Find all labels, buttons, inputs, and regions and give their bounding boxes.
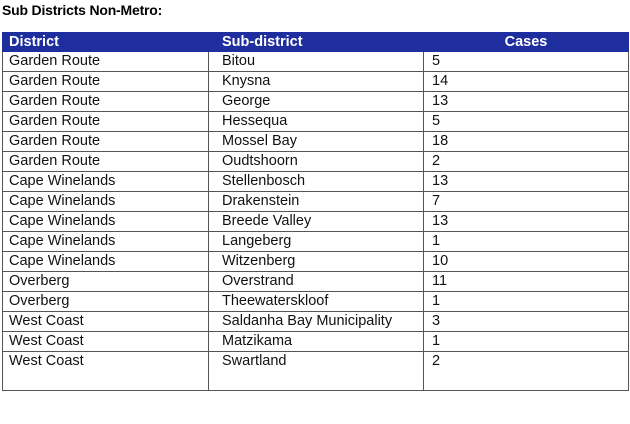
sub-district-cell: Oudtshoorn	[209, 152, 424, 172]
cases-cell: 11	[424, 272, 629, 292]
column-header-sub-district: Sub-district	[209, 33, 424, 52]
sub-district-cell: Matzikama	[209, 332, 424, 352]
table-row	[3, 332, 629, 352]
district-cell: Cape Winelands	[3, 252, 209, 272]
cases-cell: 13	[424, 92, 629, 112]
sub-district-cell: Hessequa	[209, 112, 424, 132]
table-row	[3, 52, 629, 72]
cases-cell: 13	[424, 212, 629, 232]
table-row	[3, 172, 629, 192]
page-title: Sub Districts Non-Metro:	[2, 2, 163, 18]
sub-district-cell: Witzenberg	[209, 252, 424, 272]
sub-district-cell: Knysna	[209, 72, 424, 92]
table-row	[3, 232, 629, 252]
district-cell: Garden Route	[3, 152, 209, 172]
cases-cell: 13	[424, 172, 629, 192]
table-row	[3, 112, 629, 132]
table-row	[3, 292, 629, 312]
district-cell: Cape Winelands	[3, 172, 209, 192]
table-row	[3, 252, 629, 272]
table-row	[3, 272, 629, 292]
cases-cell: 5	[424, 52, 629, 72]
district-cell: Overberg	[3, 292, 209, 312]
sub-district-cell: Bitou	[209, 52, 424, 72]
district-cell: Garden Route	[3, 132, 209, 152]
sub-district-cell: Swartland	[209, 352, 424, 391]
table-row	[3, 192, 629, 212]
table-body	[3, 52, 629, 391]
district-cell: Garden Route	[3, 112, 209, 132]
cases-cell: 10	[424, 252, 629, 272]
table-row	[3, 312, 629, 332]
column-header-district: District	[3, 33, 209, 52]
sub-district-cell: Langeberg	[209, 232, 424, 252]
sub-district-cell: Theewaterskloof	[209, 292, 424, 312]
column-header-cases: Cases	[424, 33, 629, 52]
sub-district-cell: Drakenstein	[209, 192, 424, 212]
cases-cell: 14	[424, 72, 629, 92]
sub-district-cell: Breede Valley	[209, 212, 424, 232]
district-cell: Cape Winelands	[3, 192, 209, 212]
sub-district-cell: Mossel Bay	[209, 132, 424, 152]
table-row	[3, 212, 629, 232]
table-row	[3, 152, 629, 172]
table-row	[3, 132, 629, 152]
sub-district-cell: George	[209, 92, 424, 112]
district-cell: Garden Route	[3, 52, 209, 72]
table-row	[3, 92, 629, 112]
cases-cell: 2	[424, 152, 629, 172]
cases-table	[2, 32, 629, 391]
table-row	[3, 72, 629, 92]
cases-cell: 1	[424, 332, 629, 352]
sub-district-cell: Saldanha Bay Municipality	[209, 312, 424, 332]
cases-cell: 3	[424, 312, 629, 332]
sub-district-cell: Stellenbosch	[209, 172, 424, 192]
district-cell: West Coast	[3, 332, 209, 352]
district-cell: Garden Route	[3, 72, 209, 92]
cases-cell: 18	[424, 132, 629, 152]
district-cell: Cape Winelands	[3, 212, 209, 232]
cases-cell: 1	[424, 232, 629, 252]
district-cell: West Coast	[3, 312, 209, 332]
cases-cell: 2	[424, 352, 629, 391]
district-cell: Overberg	[3, 272, 209, 292]
cases-cell: 5	[424, 112, 629, 132]
cases-cell: 7	[424, 192, 629, 212]
sub-district-cell: Overstrand	[209, 272, 424, 292]
district-cell: Cape Winelands	[3, 232, 209, 252]
table-row	[3, 352, 629, 391]
district-cell: Garden Route	[3, 92, 209, 112]
district-cell: West Coast	[3, 352, 209, 391]
cases-cell: 1	[424, 292, 629, 312]
table-header-row	[3, 33, 629, 52]
